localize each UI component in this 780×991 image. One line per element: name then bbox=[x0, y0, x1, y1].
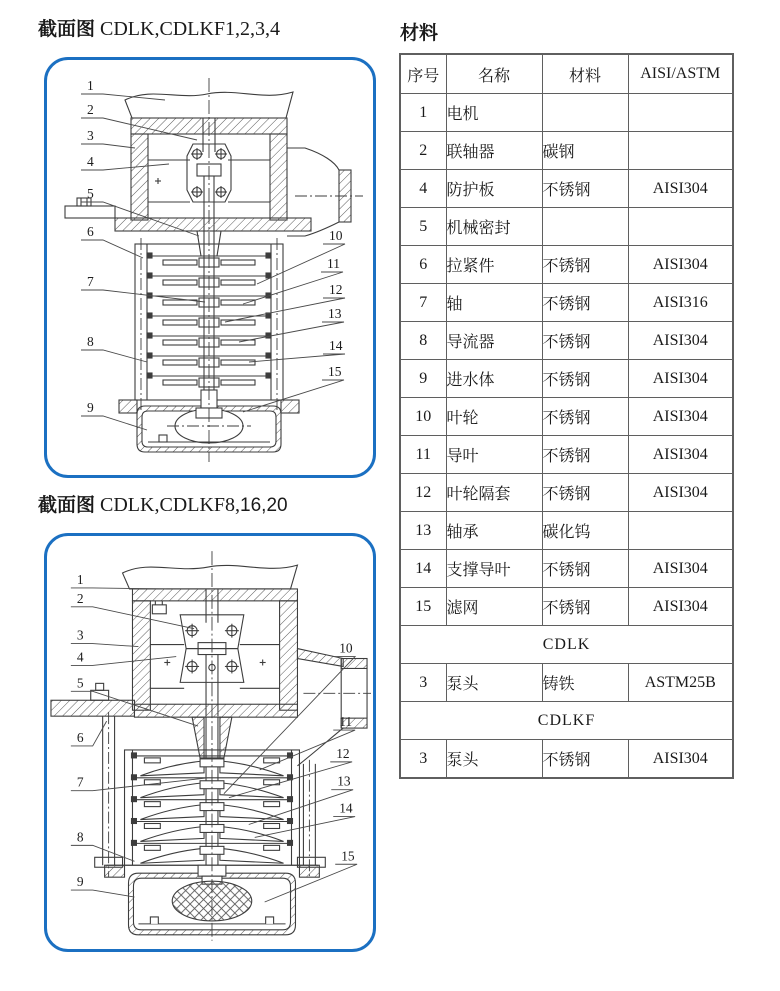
table-cell: 泵头 bbox=[446, 664, 542, 702]
section1-title-model: CDLK,CDLKF1,2,3,4 bbox=[95, 18, 281, 40]
section2-title-model-suffix: 16,20 bbox=[240, 495, 288, 516]
table-cell: 不锈钢 bbox=[542, 246, 628, 284]
table-cell: 轴 bbox=[446, 284, 542, 322]
table-cell: 3 bbox=[400, 740, 446, 779]
callout-label: 12 bbox=[336, 745, 350, 761]
table-cell: 15 bbox=[400, 588, 446, 626]
pump-cross-section-2 bbox=[47, 536, 373, 949]
table-cell: 导叶 bbox=[446, 436, 542, 474]
table-cell: 拉紧件 bbox=[446, 246, 542, 284]
table-cell: AISI304 bbox=[628, 322, 733, 360]
table-row bbox=[400, 170, 733, 208]
callout-label: 11 bbox=[339, 714, 353, 730]
table-cell: 进水体 bbox=[446, 360, 542, 398]
column-header-no: 序号 bbox=[400, 54, 446, 94]
table-cell: 泵头 bbox=[446, 740, 542, 779]
callout-label: 4 bbox=[87, 154, 94, 169]
table-row bbox=[400, 550, 733, 588]
table-cell: 不锈钢 bbox=[542, 588, 628, 626]
table-cell: 碳化钨 bbox=[542, 512, 628, 550]
callout-label: 10 bbox=[329, 228, 343, 243]
table-cell: 13 bbox=[400, 512, 446, 550]
diagram-box-2 bbox=[44, 533, 376, 952]
callout-label: 9 bbox=[76, 874, 84, 890]
table-cell: ASTM25B bbox=[628, 664, 733, 702]
callout-label: 7 bbox=[87, 274, 94, 289]
table-cell: AISI304 bbox=[628, 398, 733, 436]
table-cell: 导流器 bbox=[446, 322, 542, 360]
table-cell: 3 bbox=[400, 664, 446, 702]
callout-label: 15 bbox=[328, 364, 342, 379]
callout-label: 15 bbox=[341, 848, 355, 864]
section2-title bbox=[38, 494, 288, 518]
table-cell: 4 bbox=[400, 170, 446, 208]
table-row bbox=[400, 474, 733, 512]
table-cell: 不锈钢 bbox=[542, 740, 628, 779]
callout-label: 5 bbox=[76, 675, 84, 691]
table-row bbox=[400, 360, 733, 398]
table-cell: 电机 bbox=[446, 94, 542, 132]
table-cell: 不锈钢 bbox=[542, 170, 628, 208]
table-cell: 联轴器 bbox=[446, 132, 542, 170]
section1-title-zh: 截面图 bbox=[38, 19, 96, 40]
column-header-aisi: AISI/ASTM bbox=[628, 54, 733, 94]
table-cell: 不锈钢 bbox=[542, 398, 628, 436]
table-row bbox=[400, 132, 733, 170]
table-cell bbox=[542, 208, 628, 246]
materials-table bbox=[399, 53, 734, 779]
table-row bbox=[400, 322, 733, 360]
table-cell bbox=[628, 94, 733, 132]
callout-label: 5 bbox=[87, 186, 94, 201]
table-header-row bbox=[400, 54, 733, 94]
table-row bbox=[400, 664, 733, 702]
table-cell: 不锈钢 bbox=[542, 360, 628, 398]
table-group-row bbox=[400, 626, 733, 664]
pump-cross-section-1 bbox=[47, 60, 373, 475]
motor-outline bbox=[123, 565, 298, 589]
materials-table-body bbox=[400, 94, 733, 779]
callout-label: 1 bbox=[87, 78, 94, 93]
table-cell: AISI304 bbox=[628, 740, 733, 779]
column-header-material: 材料 bbox=[542, 54, 628, 94]
callout-label: 12 bbox=[329, 282, 343, 297]
table-cell: 不锈钢 bbox=[542, 550, 628, 588]
table-group-label: CDLK bbox=[400, 626, 733, 664]
table-cell: 叶轮 bbox=[446, 398, 542, 436]
callout-label: 7 bbox=[76, 774, 84, 790]
pump-stage-stack bbox=[125, 750, 300, 875]
table-cell: AISI304 bbox=[628, 246, 733, 284]
table-row bbox=[400, 436, 733, 474]
table-row bbox=[400, 740, 733, 779]
section1-title bbox=[38, 18, 280, 42]
callout-label: 6 bbox=[87, 224, 94, 239]
table-row bbox=[400, 512, 733, 550]
materials-title: 材料 bbox=[400, 23, 439, 44]
callout-label: 14 bbox=[339, 800, 353, 816]
table-row bbox=[400, 398, 733, 436]
table-cell: 不锈钢 bbox=[542, 284, 628, 322]
table-cell: AISI304 bbox=[628, 474, 733, 512]
table-cell: 8 bbox=[400, 322, 446, 360]
table-cell bbox=[628, 132, 733, 170]
table-cell: 碳钢 bbox=[542, 132, 628, 170]
table-cell: 11 bbox=[400, 436, 446, 474]
table-cell: AISI304 bbox=[628, 588, 733, 626]
table-cell: 1 bbox=[400, 94, 446, 132]
table-cell: 不锈钢 bbox=[542, 436, 628, 474]
section2-title-model: CDLK,CDLKF8, bbox=[95, 494, 241, 516]
callout-label: 3 bbox=[87, 128, 94, 143]
callout-label: 4 bbox=[76, 649, 84, 665]
table-cell: AISI304 bbox=[628, 170, 733, 208]
table-cell: 滤网 bbox=[446, 588, 542, 626]
callout-label: 14 bbox=[329, 338, 343, 353]
table-cell bbox=[628, 208, 733, 246]
table-group-row bbox=[400, 702, 733, 740]
callout-label: 2 bbox=[87, 102, 94, 117]
callout-label: 10 bbox=[339, 640, 353, 656]
table-cell: 铸铁 bbox=[542, 664, 628, 702]
table-cell: 叶轮隔套 bbox=[446, 474, 542, 512]
table-cell: 6 bbox=[400, 246, 446, 284]
table-row bbox=[400, 588, 733, 626]
callout-label: 13 bbox=[337, 773, 351, 789]
callout-label: 9 bbox=[87, 400, 94, 415]
table-cell: AISI304 bbox=[628, 360, 733, 398]
table-cell: 轴承 bbox=[446, 512, 542, 550]
table-cell bbox=[628, 512, 733, 550]
table-row bbox=[400, 94, 733, 132]
table-group-label: CDLKF bbox=[400, 702, 733, 740]
coupling-housing bbox=[132, 589, 297, 710]
callout-label: 13 bbox=[328, 306, 342, 321]
table-cell: 7 bbox=[400, 284, 446, 322]
table-cell: 5 bbox=[400, 208, 446, 246]
table-row bbox=[400, 284, 733, 322]
callout-label: 11 bbox=[327, 256, 340, 271]
section2-title-zh: 截面图 bbox=[38, 495, 96, 516]
table-cell: AISI304 bbox=[628, 436, 733, 474]
table-cell: 12 bbox=[400, 474, 446, 512]
callout-label: 3 bbox=[76, 627, 84, 643]
table-cell: 2 bbox=[400, 132, 446, 170]
table-cell: 不锈钢 bbox=[542, 322, 628, 360]
table-row bbox=[400, 246, 733, 284]
table-cell bbox=[542, 94, 628, 132]
table-cell: 机械密封 bbox=[446, 208, 542, 246]
table-cell: 支撑导叶 bbox=[446, 550, 542, 588]
callout-label: 2 bbox=[76, 590, 84, 606]
diagram-box-1 bbox=[44, 57, 376, 478]
callout-label: 8 bbox=[87, 334, 94, 349]
table-cell: AISI316 bbox=[628, 284, 733, 322]
table-cell: 14 bbox=[400, 550, 446, 588]
table-row bbox=[400, 208, 733, 246]
callout-label: 6 bbox=[76, 730, 84, 746]
callout-label: 1 bbox=[76, 571, 84, 587]
callout-label: 8 bbox=[76, 829, 84, 845]
table-cell: 10 bbox=[400, 398, 446, 436]
column-header-name: 名称 bbox=[446, 54, 542, 94]
table-cell: 9 bbox=[400, 360, 446, 398]
table-cell: 防护板 bbox=[446, 170, 542, 208]
discharge-port bbox=[297, 649, 371, 766]
table-cell: AISI304 bbox=[628, 550, 733, 588]
table-cell: 不锈钢 bbox=[542, 474, 628, 512]
